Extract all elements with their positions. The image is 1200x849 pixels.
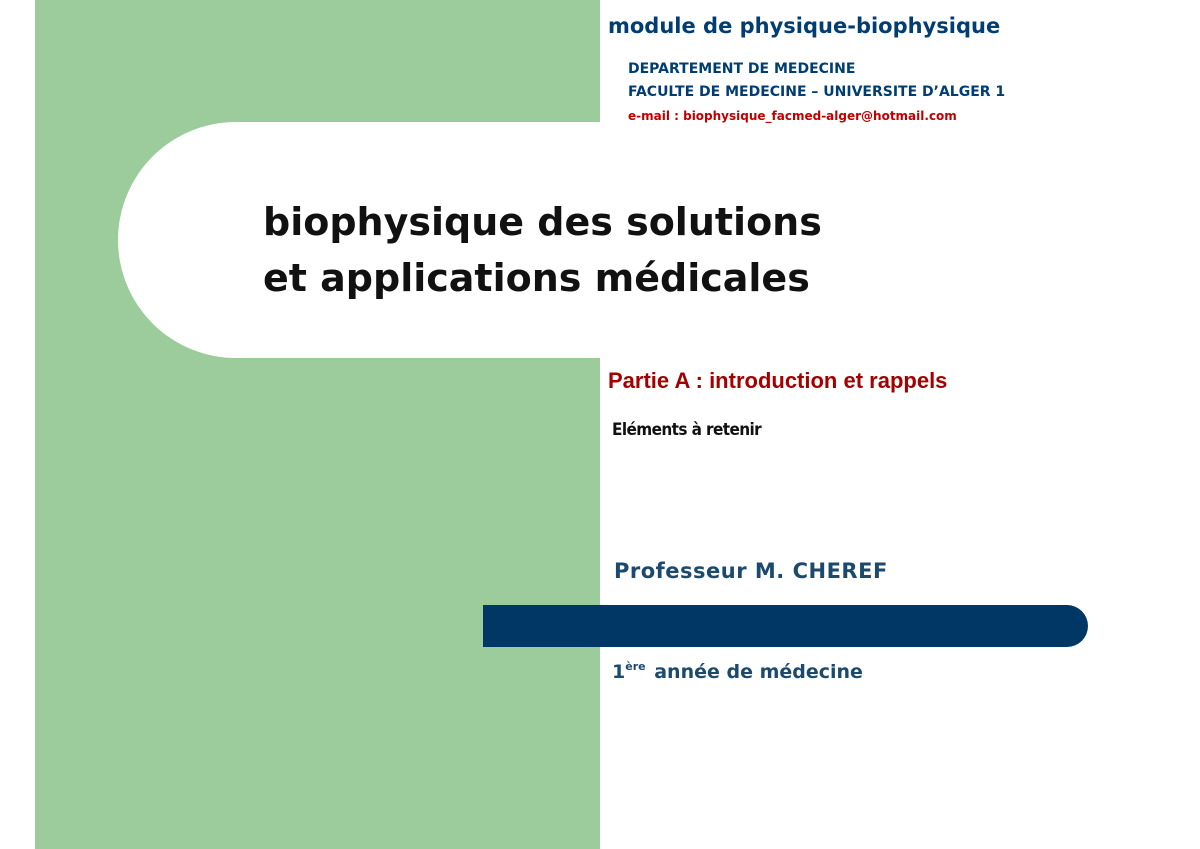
blue-accent-bar: [483, 605, 1088, 647]
year-number: 1: [612, 661, 626, 683]
year-text: année de médecine: [654, 661, 863, 683]
slide-title-line-1: biophysique des solutions: [263, 200, 822, 244]
study-year: [612, 660, 863, 683]
slide-title-line-2: et applications médicales: [263, 256, 810, 300]
author-name: Professeur M. CHEREF: [614, 559, 888, 583]
faculty-name: FACULTE DE MEDECINE – UNIVERSITE D’ALGER 1: [628, 84, 1006, 100]
module-heading: module de physique-biophysique: [608, 14, 1001, 38]
institution-block: [628, 58, 1005, 104]
department-name: DEPARTEMENT DE MEDECINE: [628, 61, 856, 77]
slide-title: [263, 194, 822, 306]
contact-email: e-mail : biophysique_facmed-alger@hotmail.com: [628, 109, 957, 123]
section-note: Eléments à retenir: [612, 420, 762, 440]
year-ordinal-suffix: ère: [625, 660, 646, 673]
part-heading: Partie A : introduction et rappels: [608, 368, 948, 393]
